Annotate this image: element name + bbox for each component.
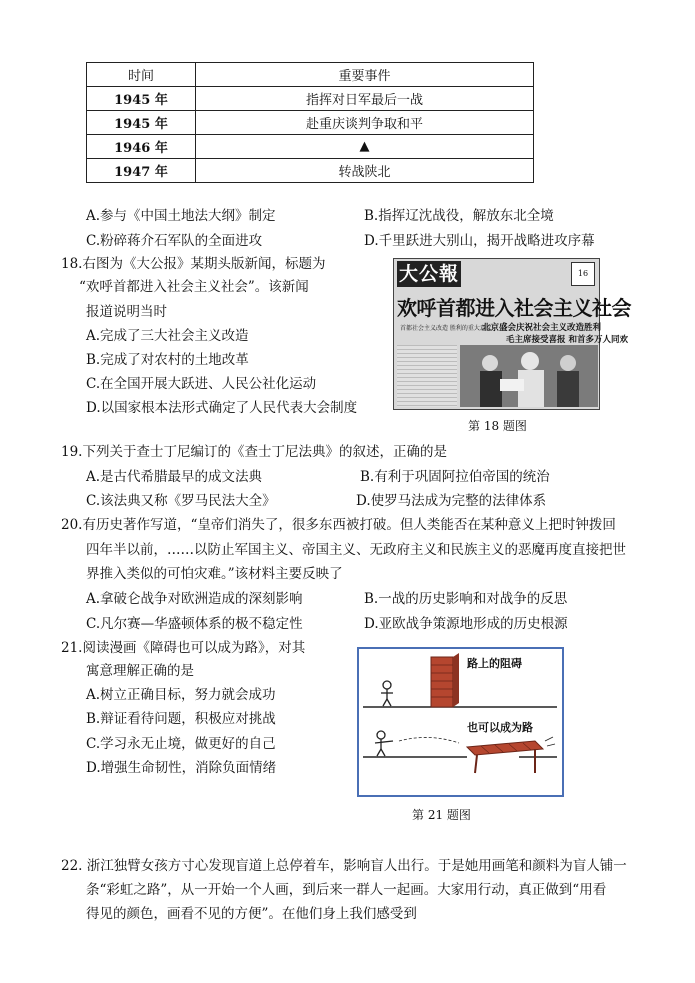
cartoon-label-top: 路上的阻碍 <box>467 657 522 670</box>
newspaper-headline: 欢呼首都进入社会主义社会 <box>397 296 631 320</box>
newspaper-sub-left: 首都社会主义改造 胜利的重大意义 <box>400 325 492 332</box>
q17-option-c: C.粉碎蒋介石军队的全面进攻 <box>86 233 263 249</box>
q18-option-b: B.完成了对农村的土地改革 <box>86 352 249 368</box>
q21-stem-line: 21.阅读漫画《障碍也可以成为路》，对其 <box>61 640 306 656</box>
q20-option-a: A.拿破仑战争对欧洲造成的深刻影响 <box>86 591 303 607</box>
q22-stem-line: 得见的颜色，画看不见的方便”。在他们身上我们感受到 <box>86 906 417 922</box>
q20-option-d: D.亚欧战争策源地形成的历史根源 <box>364 616 568 632</box>
newspaper-image <box>393 258 631 410</box>
table-row <box>87 87 534 111</box>
q20-option-b: B.一战的历史影响和对战争的反思 <box>364 591 568 607</box>
cartoon-label-bottom: 也可以成为路 <box>467 721 533 734</box>
table-cell: 1946 年 <box>87 135 196 159</box>
q18-stem-line: “欢呼首都进入社会主义社会”。该新闻 <box>79 279 309 295</box>
q19-option-b: B.有利于巩固阿拉伯帝国的统治 <box>360 469 550 485</box>
q18-option-c: C.在全国开展大跃进、人民公社化运动 <box>86 376 317 392</box>
q21-option-a: A.树立正确目标，努力就会成功 <box>86 687 276 703</box>
newspaper-sub-right-2: 毛主席接受喜报 和首多万人同欢 <box>506 335 628 345</box>
newspaper-date: 16 <box>571 262 595 286</box>
table-header-cell: 时间 <box>87 63 196 87</box>
q19-option-c: C.该法典又称《罗马民法大全》 <box>86 493 276 509</box>
newspaper-text-columns <box>397 345 457 407</box>
q18-stem-line: 报道说明当时 <box>86 304 167 320</box>
q17-option-a: A.参与《中国土地法大纲》制定 <box>86 208 276 224</box>
table-cell: ▲ <box>196 135 534 159</box>
figure-21-caption: 第 21 题图 <box>412 808 471 822</box>
table-cell: 赴重庆谈判争取和平 <box>196 111 534 135</box>
newspaper-masthead: 大公報 <box>398 263 459 285</box>
q21-option-c: C.学习永无止境，做更好的自己 <box>86 736 276 752</box>
table-row <box>87 159 534 183</box>
table-cell: 指挥对日军最后一战 <box>196 87 534 111</box>
q20-stem-line: 四年半以前，……以防止军国主义、帝国主义、无政府主义和民族主义的恶魔再度直接把世 <box>86 542 626 558</box>
q21-option-b: B.辩证看待问题，积极应对挑战 <box>86 711 276 727</box>
q17-option-b: B.指挥辽沈战役，解放东北全境 <box>364 208 554 224</box>
q19-option-d: D.使罗马法成为完整的法律体系 <box>356 493 547 509</box>
cartoon-image <box>357 647 564 797</box>
table-cell: 1945 年 <box>87 111 196 135</box>
q18-option-d: D.以国家根本法形式确定了人民代表大会制度 <box>86 400 358 416</box>
q18-stem-line: 18.右图为《大公报》某期头版新闻，标题为 <box>61 256 326 272</box>
q19-stem: 19.下列关于查士丁尼编订的《查士丁尼法典》的叙述，正确的是 <box>61 444 447 460</box>
q20-stem-line: 20.有历史著作写道，“皇帝们消失了，很多东西被打破。但人类能否在某种意义上把时钟拨回 <box>61 517 616 533</box>
q20-option-c: C.凡尔赛—华盛顿体系的极不稳定性 <box>86 616 303 632</box>
table-cell: 转战陕北 <box>196 159 534 183</box>
q17-option-d: D.千里跃进大别山，揭开战略进攻序幕 <box>364 233 595 249</box>
q22-stem-line: 22. 浙江独臂女孩方寸心发现盲道上总停着车，影响盲人出行。于是她用画笔和颜料为盲人铺一 <box>61 858 627 874</box>
events-table <box>86 62 534 183</box>
newspaper-photo <box>460 345 598 407</box>
q19-option-a: A.是古代希腊最早的成文法典 <box>86 469 263 485</box>
people-photo-icon <box>460 345 598 407</box>
table-cell: 1947 年 <box>87 159 196 183</box>
q21-option-d: D.增强生命韧性，消除负面情绪 <box>86 760 277 776</box>
table-row <box>87 111 534 135</box>
newspaper-sub-right-1: 北京盛会庆祝社会主义改造胜利 <box>482 323 602 333</box>
table-header-row <box>87 63 534 87</box>
table-row <box>87 135 534 159</box>
q21-stem-line: 寓意理解正确的是 <box>86 663 194 679</box>
q20-stem-line: 界推入类似的可怕灾难。”该材料主要反映了 <box>86 566 343 582</box>
q22-stem-line: 条“彩虹之路”，从一开始一个人画，到后来一群人一起画。大家用行动，真正做到“用看 <box>86 882 607 898</box>
table-cell: 1945 年 <box>87 87 196 111</box>
table-header-cell: 重要事件 <box>196 63 534 87</box>
figure-18-caption: 第 18 题图 <box>468 419 527 433</box>
q18-option-a: A.完成了三大社会主义改造 <box>86 328 249 344</box>
